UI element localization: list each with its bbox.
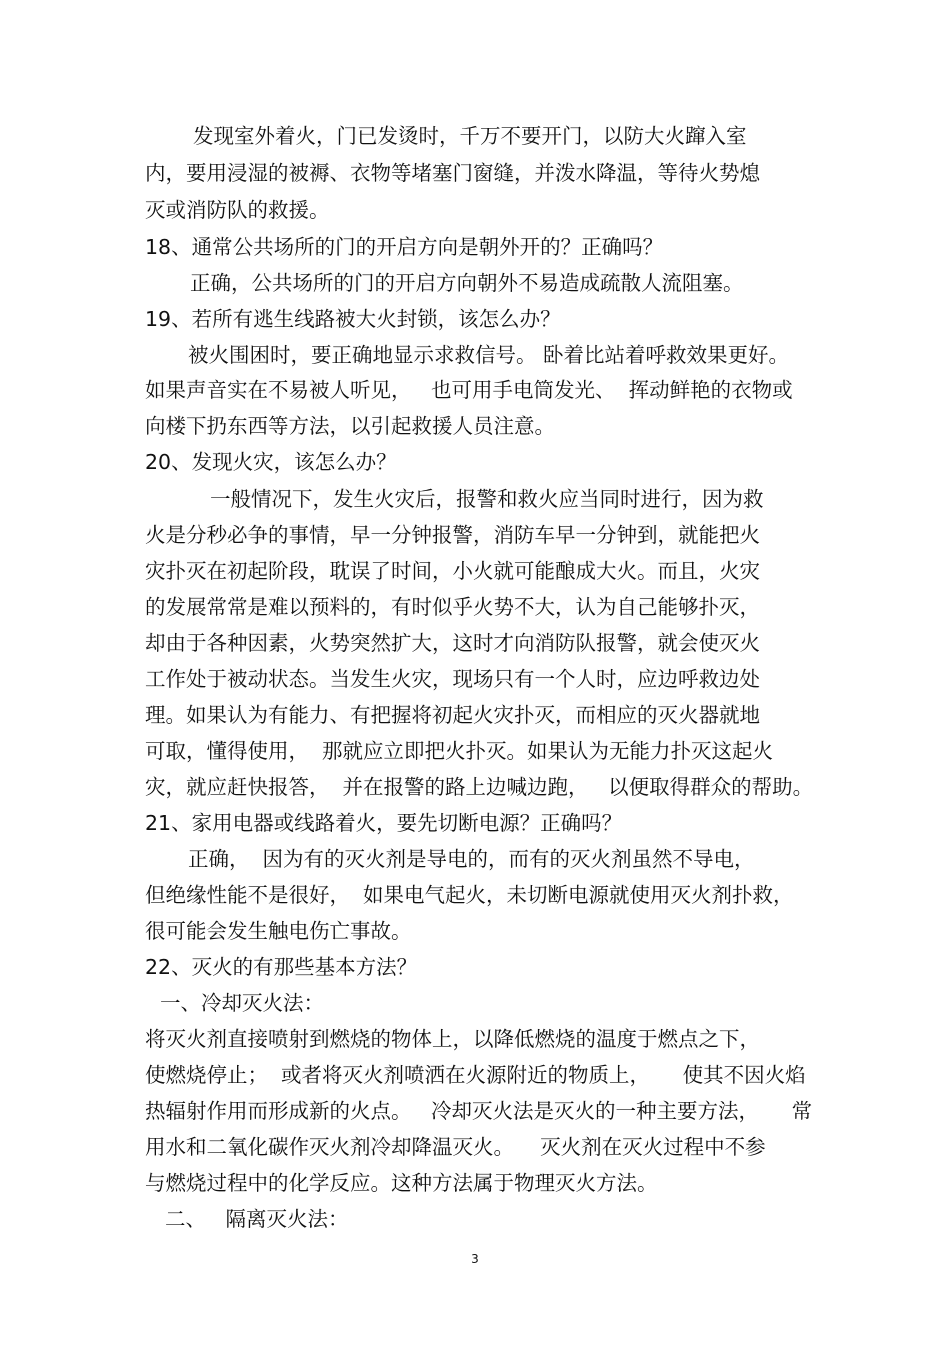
paragraph-line: 热辐射作用而形成新的火点。 冷却灭火法是灭火的一种主要方法， 常 [145,1099,813,1123]
paragraph-line: 灾，就应赶快报答， 并在报警的路上边喊边跑， 以便取得群众的帮助。 [145,775,814,799]
paragraph-line: 却由于各种因素，火势突然扩大，这时才向消防队报警，就会使灭火 [145,631,760,655]
subsection-heading: 一、冷却灭火法： [160,991,324,1015]
paragraph-line: 可取，懂得使用， 那就应立即把火扑灭。如果认为无能力扑灭这起火 [145,739,774,763]
question-heading: 22、灭火的有那些基本方法？ [145,955,418,979]
paragraph-line: 正确， 因为有的灭火剂是导电的，而有的灭火剂虽然不导电， [188,847,755,871]
paragraph-line: 的发展常常是难以预料的，有时似乎火势不大，认为自己能够扑灭， [145,595,760,619]
paragraph-line: 使燃烧停止； 或者将灭火剂喷洒在火源附近的物质上， 使其不因火焰 [145,1063,806,1087]
paragraph-line: 将灭火剂直接喷射到燃烧的物体上，以降低燃烧的温度于燃点之下， [145,1027,760,1051]
paragraph-line: 一般情况下，发生火灾后，报警和救火应当同时进行，因为救 [210,487,764,511]
question-heading: 21、家用电器或线路着火，要先切断电源？正确吗？ [145,811,623,835]
question-heading: 18、通常公共场所的门的开启方向是朝外开的？正确吗？ [145,235,664,259]
subsection-heading: 二、 隔离灭火法： [165,1207,349,1231]
paragraph-line: 用水和二氧化碳作灭火剂冷却降温灭火。 灭火剂在灭火过程中不参 [145,1135,766,1159]
paragraph-line: 火是分秒必争的事情，早一分钟报警，消防车早一分钟到，就能把火 [145,523,760,547]
paragraph-line: 灾扑灭在初起阶段，耽误了时间，小火就可能酿成大火。而且，火灾 [145,559,760,583]
paragraph-line: 内，要用浸湿的被褥、衣物等堵塞门窗缝，并泼水降温，等待火势熄 [145,161,760,185]
question-heading: 19、若所有逃生线路被大火封锁，该怎么办？ [145,307,561,331]
paragraph-line: 但绝缘性能不是很好， 如果电气起火，未切断电源就使用灭火剂扑救， [145,883,794,907]
paragraph-line: 发现室外着火，门已发烫时，千万不要开门，以防大火蹿入室 [193,124,747,148]
paragraph-line: 工作处于被动状态。当发生火灾，现场只有一个人时，应边呼救边处 [145,667,760,691]
paragraph-line: 很可能会发生触电伤亡事故。 [145,919,412,943]
question-heading: 20、发现火灾，该怎么办？ [145,450,397,474]
page-number: 3 [471,1252,479,1266]
paragraph-line: 与燃烧过程中的化学反应。这种方法属于物理灭火方法。 [145,1171,658,1195]
paragraph-line: 理。如果认为有能力、有把握将初起火灾扑灭，而相应的灭火器就地 [145,703,760,727]
paragraph-line: 正确，公共场所的门的开启方向朝外不易造成疏散人流阻塞。 [190,271,744,295]
paragraph-line: 如果声音实在不易被人听见， 也可用手电筒发光、 挥动鲜艳的衣物或 [145,378,793,402]
paragraph-line: 向楼下扔东西等方法，以引起救援人员注意。 [145,414,555,438]
paragraph-line: 被火围困时，要正确地显示求救信号。 卧着比站着呼救效果更好。 [188,343,790,367]
paragraph-line: 灭或消防队的救援。 [145,198,330,222]
